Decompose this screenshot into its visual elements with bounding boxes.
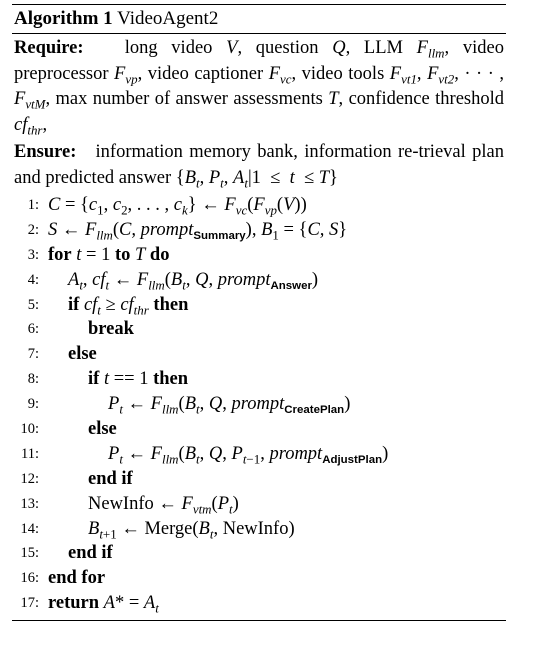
ensure-keyword: Ensure:	[14, 142, 77, 162]
step-16: 16: end for	[12, 566, 506, 591]
line-number: 10:	[20, 421, 39, 438]
step-11: 11: $P_t$ ← $F_{llm}(B_t$, Q, $P_{t-1}$, prompt$_{AdjustPlan}$)	[12, 442, 506, 467]
line-number: 15:	[20, 545, 39, 562]
line-number: 14:	[20, 520, 39, 537]
line-number: 6:	[27, 321, 39, 338]
step-2: 2: S ← $F_{llm}(C$, prompt$_{Summary}$), $B_1 = \{C$, S}	[12, 218, 506, 243]
line-number: 7:	[27, 346, 39, 363]
step-14: 14: $B_{t+1}$ ← $Merge(B_t$, NewInfo)	[12, 517, 506, 542]
step-12: 12: end if	[12, 467, 506, 492]
line-number: 8:	[27, 371, 39, 388]
line-number: 12:	[20, 470, 39, 487]
algorithm-name: VideoAgent2	[117, 8, 219, 29]
ensure-block: Ensure: information memory bank, information re-trieval plan and predicted answer {$B_t$, $P_t$, $A_t|1 \le t \le T$}	[14, 142, 504, 191]
line-number: 4:	[27, 271, 39, 288]
step-10: 10: else	[12, 417, 506, 442]
line-number: 16:	[20, 570, 39, 587]
require-keyword: Require:	[14, 38, 84, 58]
step-3: 3: for t = 1 to T do	[12, 243, 506, 268]
step-13: 13: NewInfo ← $F_{vtm}(P_t)$	[12, 492, 506, 517]
line-number: 5:	[27, 296, 39, 313]
step-17: 17: return $A* = A_t$	[12, 591, 506, 616]
line-number: 1:	[27, 197, 39, 213]
algorithm-steps	[12, 191, 506, 620]
line-number: 2:	[27, 221, 39, 238]
step-6: 6: break	[12, 317, 506, 342]
step-1: 1: $C = \{c_1$, $c_2$, . . . , $c_k$} ← $F_{vc}(F_{vp}(V))$	[12, 193, 506, 218]
step-4: 4: $A_t$, $cf_t$ ← $F_{llm}(B_t$, Q, prompt$_{Answer}$)	[12, 268, 506, 293]
line-number: 11:	[21, 445, 39, 462]
line-number: 13:	[20, 495, 39, 512]
algorithm-label: Algorithm 1	[14, 8, 113, 29]
step-7: 7: else	[12, 342, 506, 367]
require-block: Require: long video V, question Q, LLM $F_{llm}$, video preprocessor $F_{vp}$, video captioner $F_{vc}$, video tools $F_{vt1}$, $F_{vt2}$, · · · , $F_{vtM}$, max number of answer assessments T, confidence threshold $cf_{thr}$,	[14, 38, 505, 138]
bottom-rule	[12, 620, 506, 621]
algorithm-box	[12, 4, 506, 621]
line-number: 17:	[20, 595, 39, 612]
step-9: 9: $P_t$ ← $F_{llm}(B_t$, Q, prompt$_{CreatePlan}$)	[12, 392, 506, 417]
step-5: 5: if $cf_t \ge cf_{thr}$ then	[12, 293, 506, 318]
step-8: 8: if t == 1 then	[12, 367, 506, 392]
line-number: 9:	[27, 396, 39, 413]
step-15: 15: end if	[12, 541, 506, 566]
line-number: 3:	[27, 246, 39, 263]
algorithm-title	[12, 5, 506, 33]
